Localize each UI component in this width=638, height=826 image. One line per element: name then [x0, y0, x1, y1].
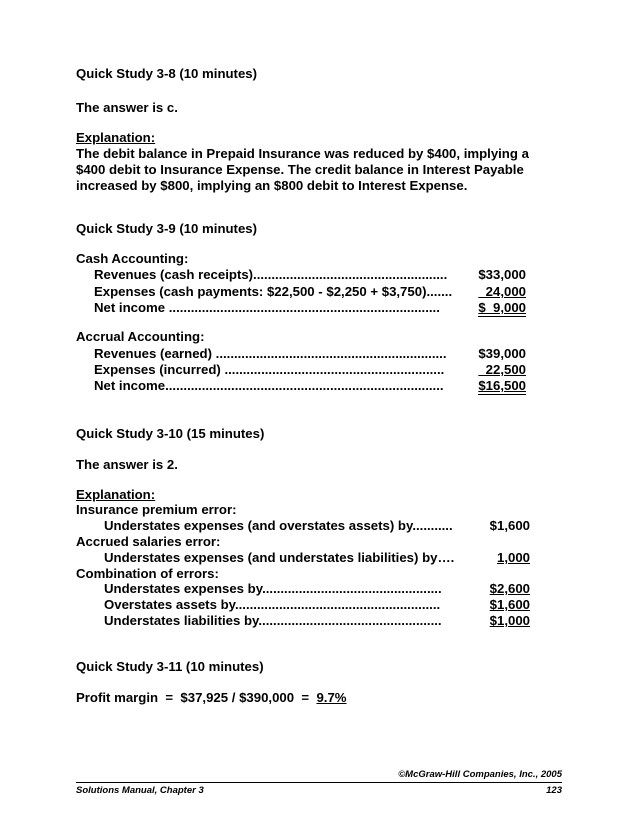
qs38-heading: Quick Study 3-8 (10 minutes) — [76, 66, 258, 81]
qs311-heading: Quick Study 3-11 (10 minutes) — [76, 659, 264, 674]
qs39-heading: Quick Study 3-9 (10 minutes) — [76, 221, 258, 236]
qs310-combo-title: Combination of errors: — [76, 566, 219, 581]
qs310-explanation-label: Explanation: — [76, 487, 156, 502]
row-amount: $33,000 — [478, 267, 526, 282]
row-amount: $16,500 — [478, 378, 526, 393]
row-label: Revenues (cash receipts)..................................................... — [94, 267, 448, 282]
row-label: Overstates assets by........................................................ — [104, 597, 441, 612]
qs39-accrual-title: Accrual Accounting: — [76, 329, 205, 344]
row-label: Understates expenses (and overstates assets) by........... — [104, 518, 453, 533]
row-label: Net income............................................................................ — [94, 378, 444, 393]
footer-rule — [76, 782, 562, 783]
row-label: Understates expenses (and understates liabilities) by…. — [104, 550, 455, 565]
row-label: Revenues (earned) ............................................................... — [94, 346, 447, 361]
qs310-answer: The answer is 2. — [76, 457, 178, 472]
qs311-formula — [76, 690, 347, 706]
row-amount: $1,600 — [489, 518, 530, 533]
qs38-explanation-line: $400 debit to Insurance Expense. The credit balance in Interest Payable — [76, 162, 524, 177]
qs310-salaries-title: Accrued salaries error: — [76, 534, 221, 549]
row-label: Net income .......................................................................... — [94, 300, 440, 315]
formula-result: 9.7% — [316, 690, 347, 705]
qs310-heading: Quick Study 3-10 (15 minutes) — [76, 426, 265, 441]
row-amount: $39,000 — [478, 346, 526, 361]
row-amount: $ 9,000 — [478, 300, 526, 315]
row-amount: $1,000 — [489, 613, 530, 628]
row-label: Expenses (incurred) ............................................................ — [94, 362, 445, 377]
footer-chapter: Solutions Manual, Chapter 3 — [76, 785, 204, 796]
qs38-explanation-line: The debit balance in Prepaid Insurance was reduced by $400, implying a — [76, 146, 529, 161]
row-amount: $2,600 — [489, 581, 530, 596]
formula-text: Profit margin = $37,925 / $390,000 = — [76, 690, 317, 705]
row-amount: 1,000 — [496, 550, 530, 565]
footer-copyright: ©McGraw-Hill Companies, Inc., 2005 — [398, 769, 562, 780]
row-label: Understates liabilities by.................................................. — [104, 613, 442, 628]
row-amount: $1,600 — [489, 597, 530, 612]
row-label: Expenses (cash payments: $22,500 - $2,250 + $3,750)....... — [94, 284, 453, 299]
row-amount: 22,500 — [478, 362, 526, 377]
qs310-insurance-title: Insurance premium error: — [76, 502, 237, 517]
row-label: Understates expenses by................................................. — [104, 581, 442, 596]
footer-page-number: 123 — [546, 785, 562, 796]
row-amount: 24,000 — [478, 284, 526, 299]
qs39-cash-title: Cash Accounting: — [76, 251, 189, 266]
qs38-explanation-label: Explanation: — [76, 130, 156, 145]
qs38-answer: The answer is c. — [76, 100, 178, 115]
qs38-explanation-line: increased by $800, implying an $800 debit to Interest Expense. — [76, 178, 468, 193]
